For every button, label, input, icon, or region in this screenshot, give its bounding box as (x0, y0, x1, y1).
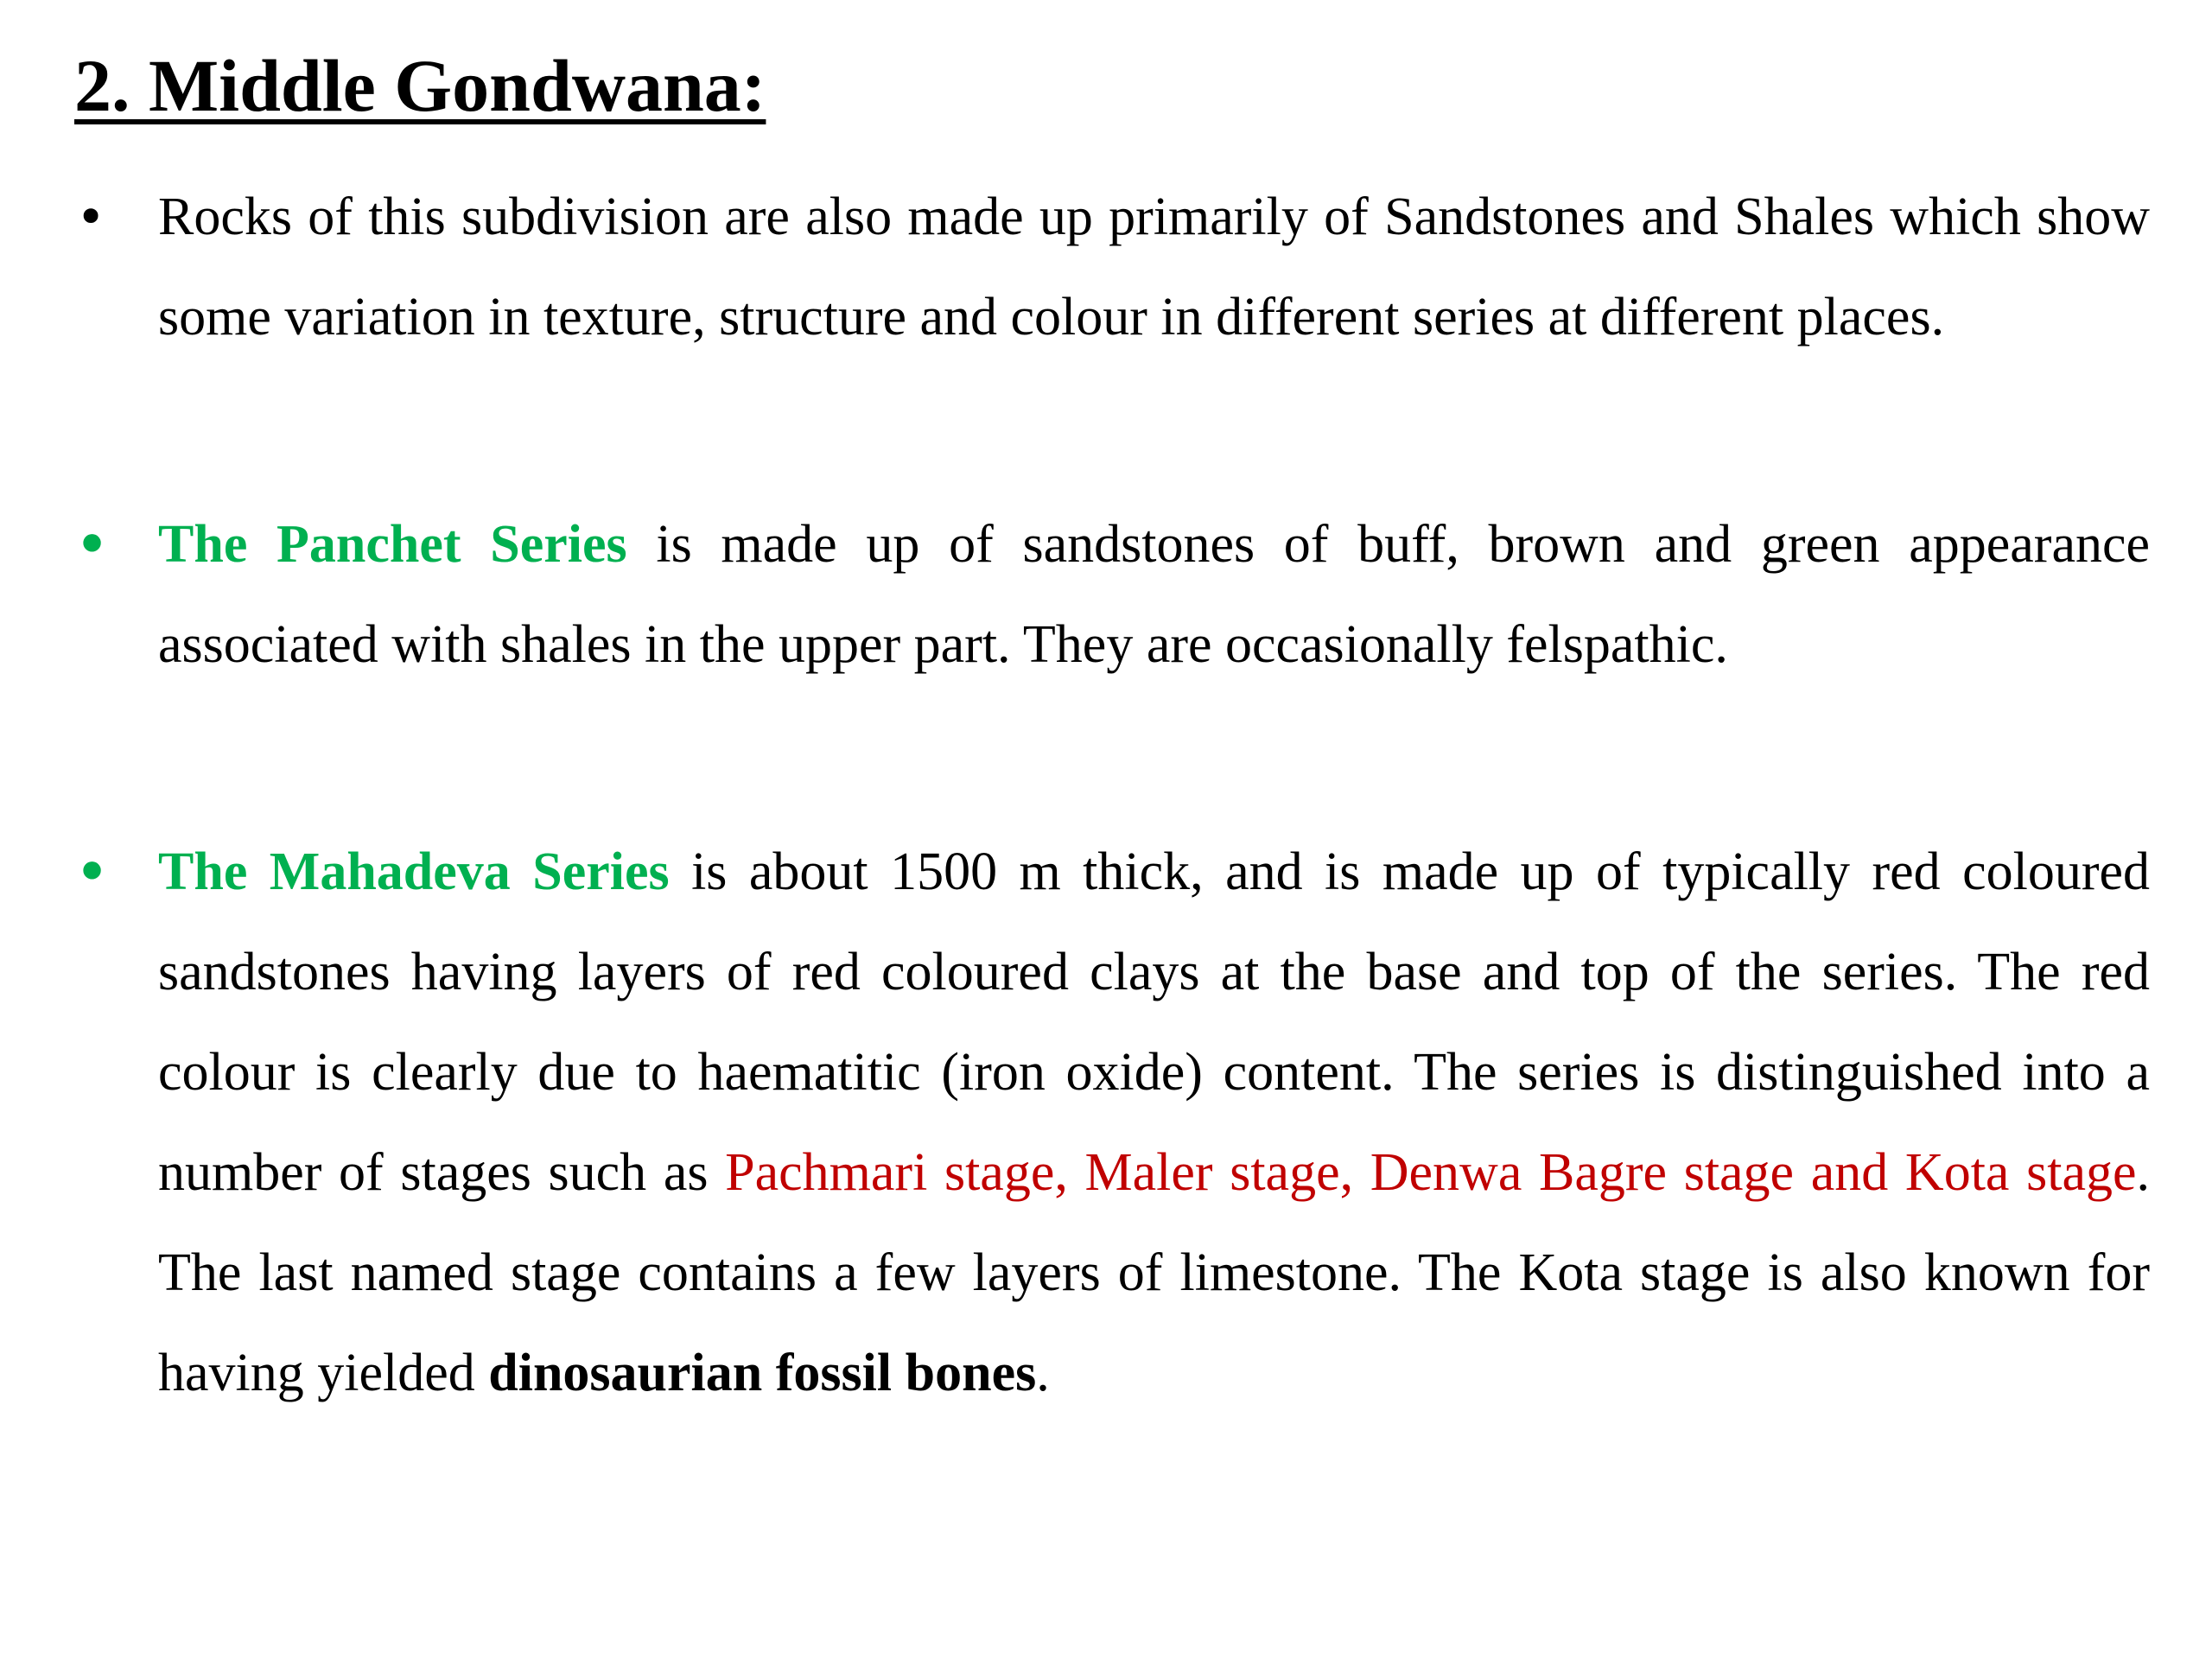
bullet-text (158, 494, 2150, 695)
bullet-dot-icon: • (76, 188, 106, 246)
bullet-body-continued: . The last named stage contains a few layers of limestone. The Kota stage is also known for having yielded (158, 1143, 2150, 1402)
slide-title: 2. Middle Gondwana: (74, 44, 766, 127)
bullet-body: is made up of sandstones of buff, brown and green appearance associated with shales in the upper part. They are occasionally felspathic. (158, 515, 2151, 674)
bullet-text (158, 822, 2150, 1423)
fossil-emphasis: dinosaurian fossil bones (488, 1344, 1037, 1402)
bullet-body: is about 1500 m thick, and is made up of typically red coloured sandstones having layers of red coloured clays at the base and top of the series. The red colour is clearly due to haematitic (iron oxide) content. The series is distinguished into a number of stages such as (158, 842, 2150, 1202)
bullet-dot-icon: • (76, 842, 109, 901)
series-name: The Panchet Series (158, 515, 627, 574)
series-name: The Mahadeva Series (158, 842, 670, 901)
stage-names: Pachmari stage, Maler stage, Denwa Bagre stage and Kota stage (725, 1143, 2137, 1202)
bullet-body-end: . (1036, 1344, 1050, 1402)
bullet-body: Rocks of this subdivision are also made up primarily of Sandstones and Shales which show some variation in texture, structure and colour in different series at different places. (158, 188, 2150, 346)
bullet-text (158, 167, 2150, 367)
bullet-dot-icon: • (76, 515, 109, 574)
